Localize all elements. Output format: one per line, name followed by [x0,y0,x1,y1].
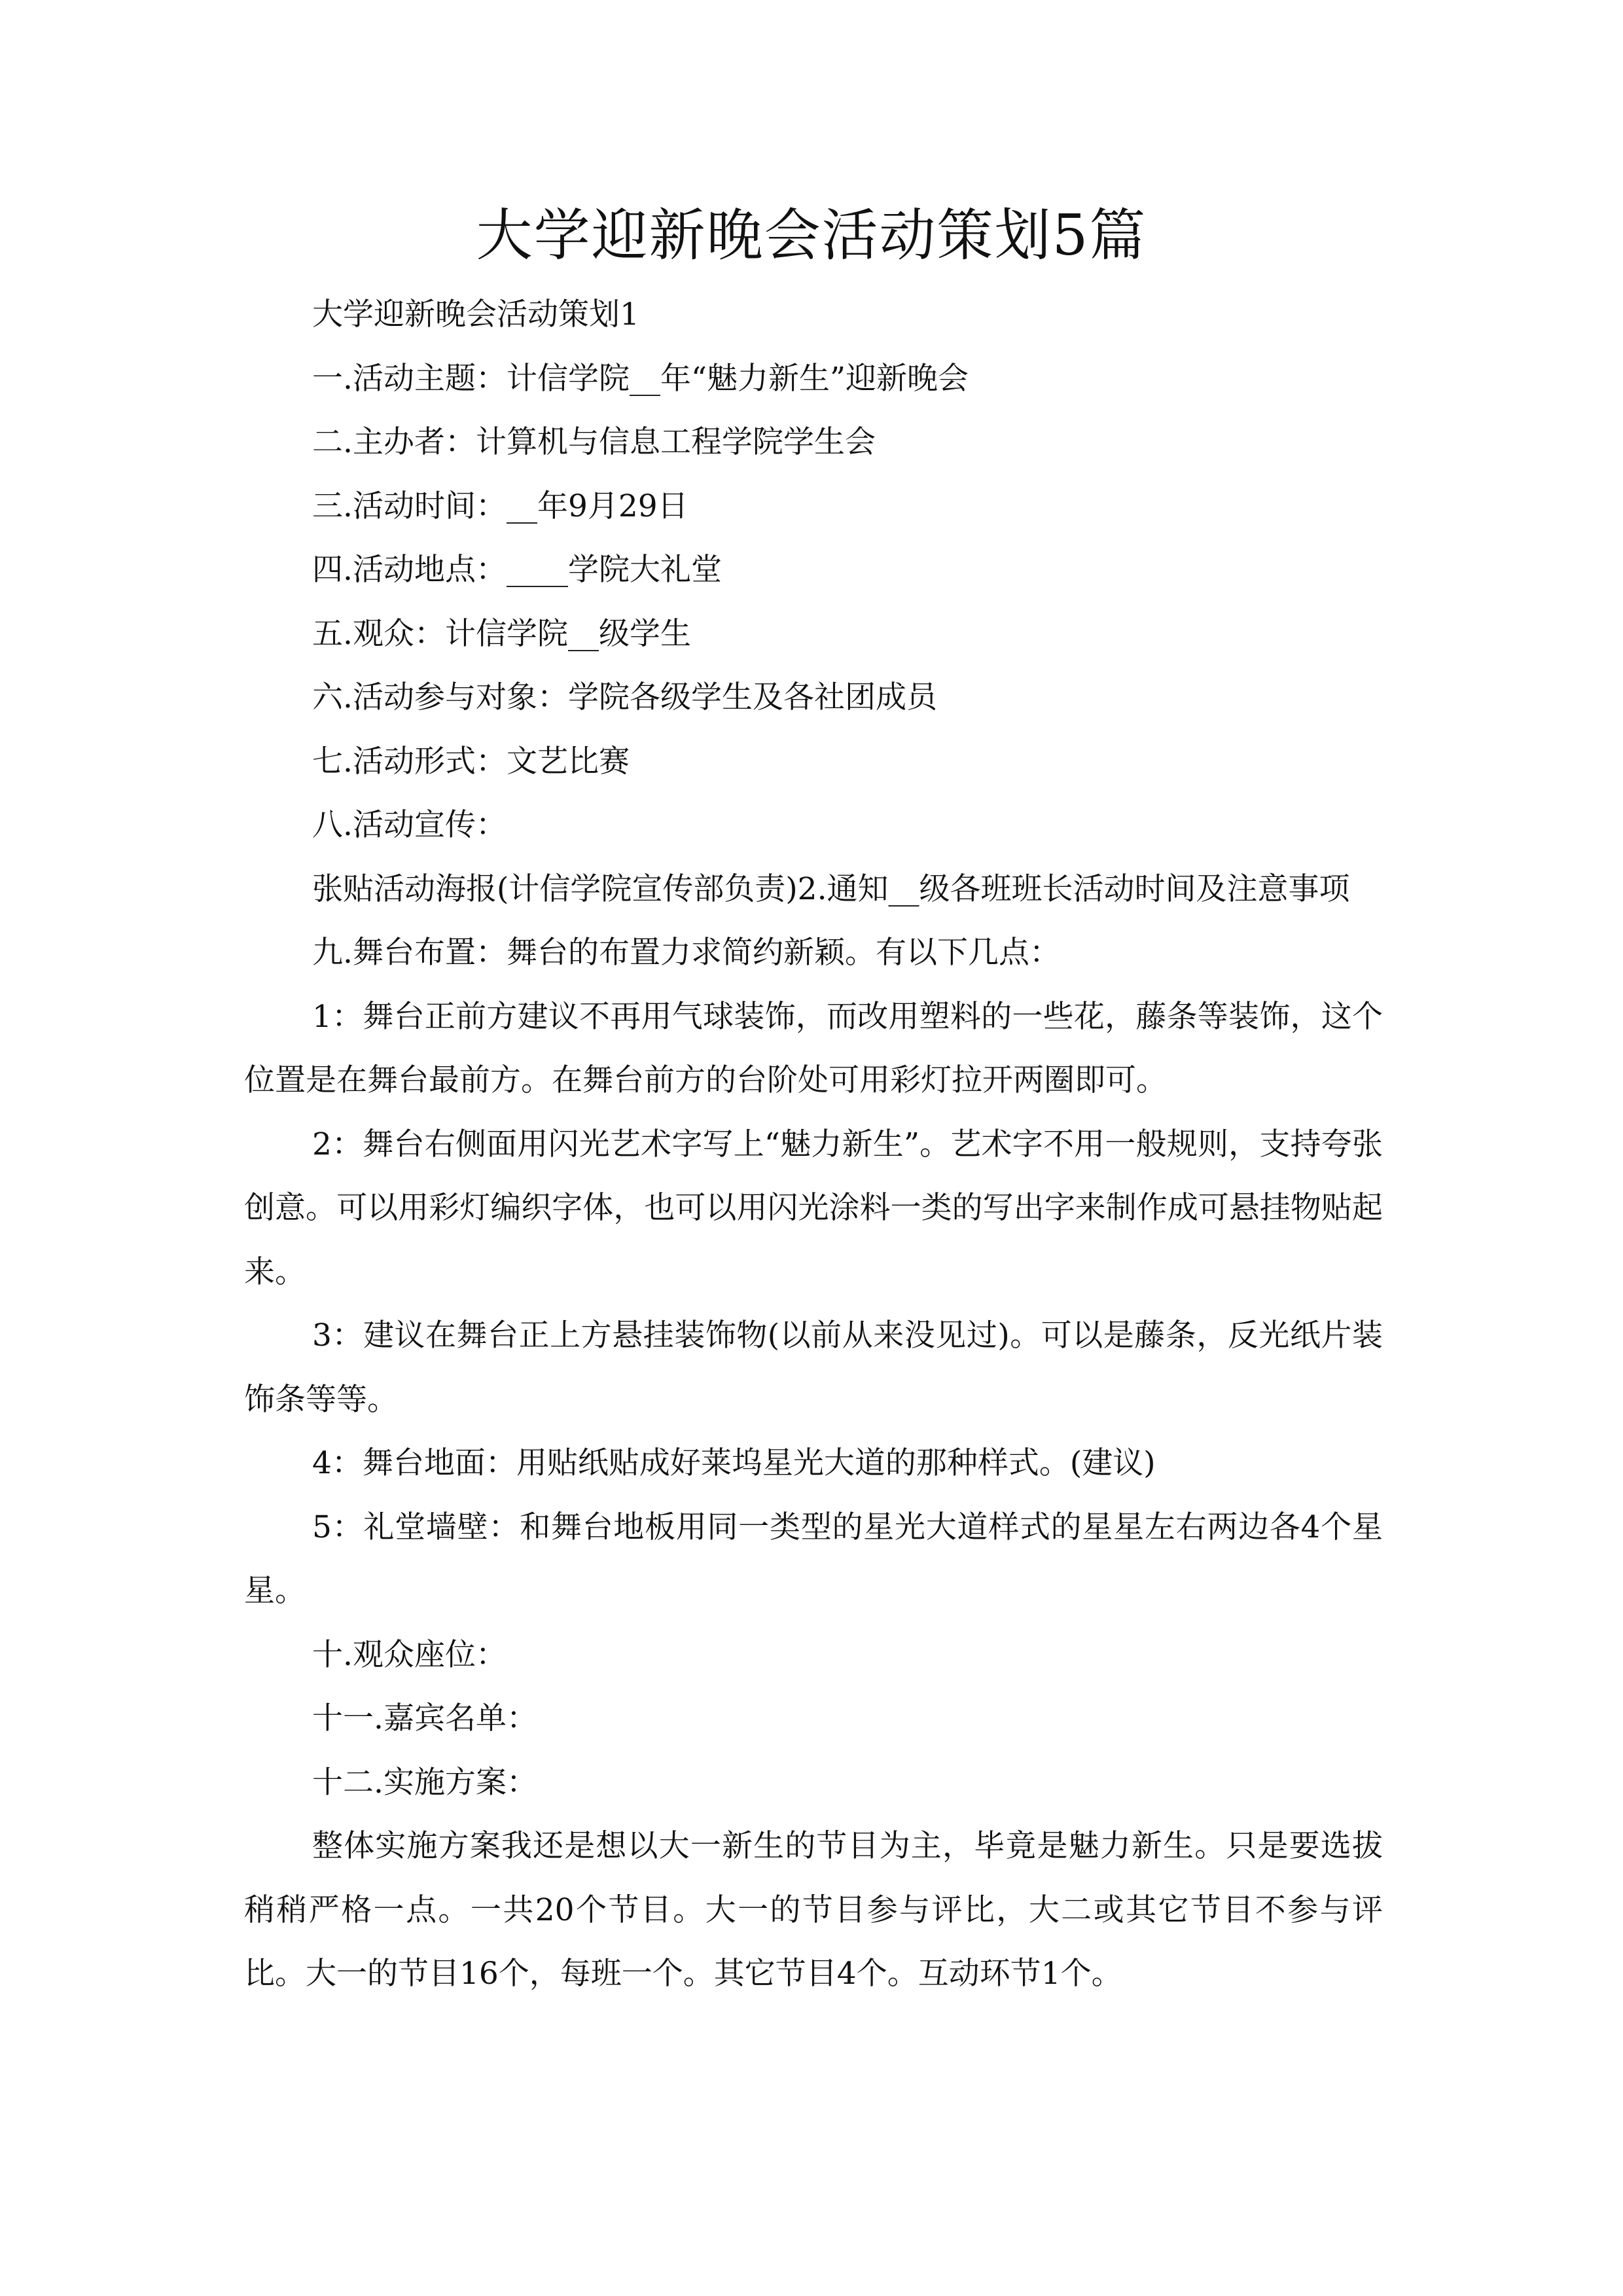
paragraph-seating: 十.观众座位： [312,1636,507,1673]
paragraph-stage-point-4: 4：舞台地面：用贴纸贴成好莱坞星光大道的那种样式。(建议) [312,1445,1156,1481]
paragraph-time: 三.活动时间：__年9月29日 [312,488,688,524]
paragraph-participants: 六.活动参与对象：学院各级学生及各社团成员 [312,679,937,715]
paragraph-stage-point-5: 5：礼堂墙壁：和舞台地板用同一类型的星光大道样式的星星左右两边各4个星星。 [244,1509,1383,1609]
paragraph-publicity-detail: 张贴活动海报(计信学院宣传部负责)2.通知__级各班班长活动时间及注意事项 [312,870,1350,907]
paragraph-publicity: 八.活动宣传： [312,807,507,843]
paragraph-stage-layout: 九.舞台布置：舞台的布置力求简约新颖。有以下几点： [312,935,1060,971]
paragraph-implementation: 十二.实施方案： [312,1764,537,1801]
paragraph-stage-point-3: 3：建议在舞台正上方悬挂装饰物(以前从来没见过)。可以是藤条，反光纸片装饰条等等。 [244,1318,1383,1418]
paragraph-stage-point-2: 2：舞台右侧面用闪光艺术字写上“魅力新生”。艺术字不用一般规则，支持夸张创意。可以用彩灯编织字体，也可以用闪光涂料一类的写出字来制作成可悬挂物贴起来。 [244,1126,1383,1290]
paragraph-format: 七.活动形式：文艺比赛 [312,743,630,780]
paragraph-plan-heading: 大学迎新晚会活动策划1 [312,296,639,332]
paragraph-audience: 五.观众：计信学院__级学生 [312,615,691,652]
document-title: 大学迎新晚会活动策划5篇 [476,203,1147,268]
document-body [244,283,1383,2006]
paragraph-organizer: 二.主办者：计算机与信息工程学院学生会 [312,424,876,460]
paragraph-location: 四.活动地点：____学院大礼堂 [312,552,722,588]
paragraph-stage-point-1: 1：舞台正前方建议不再用气球装饰，而改用塑料的一些花，藤条等装饰，这个位置是在舞台最前方。在舞台前方的台阶处可用彩灯拉开两圈即可。 [244,998,1383,1098]
paragraph-implementation-detail: 整体实施方案我还是想以大一新生的节目为主，毕竟是魅力新生。只是要选拔稍稍严格一点。一共20个节目。大一的节目参与评比，大二或其它节目不参与评比。大一的节目16个，每班一个。其它节目4个。互动环节1个。 [244,1828,1383,1992]
paragraph-guest-list: 十一.嘉宾名单： [312,1700,537,1736]
paragraph-theme: 一.活动主题：计信学院__年“魅力新生”迎新晚会 [312,360,969,397]
